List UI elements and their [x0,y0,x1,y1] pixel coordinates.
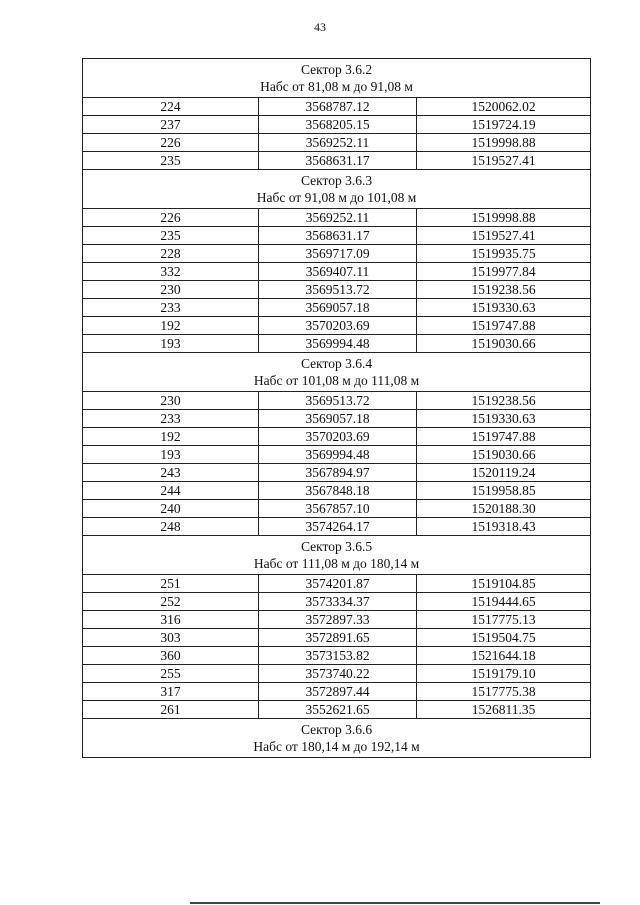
table-row [83,410,591,428]
point-number: 255 [83,665,259,683]
sector-header-row [83,719,591,758]
sector-title: Сектор 3.6.5 [300,539,373,554]
table-row [83,665,591,683]
sector-header [83,353,591,392]
coord-y: 1519527.41 [417,152,591,170]
coord-x: 3574264.17 [259,518,417,536]
coord-x: 3567848.18 [259,482,417,500]
point-number: 235 [83,227,259,245]
sector-height-range: Набс от 81,08 м до 91,08 м [260,79,413,94]
coord-y: 1519238.56 [417,281,591,299]
coord-y: 1519030.66 [417,335,591,353]
table-row [83,209,591,227]
table-row [83,683,591,701]
point-number: 192 [83,317,259,335]
coord-y: 1519958.85 [417,482,591,500]
sector-header [83,170,591,209]
table-row [83,629,591,647]
point-number: 317 [83,683,259,701]
point-number: 360 [83,647,259,665]
coord-x: 3569252.11 [259,209,417,227]
point-number: 233 [83,299,259,317]
coord-x: 3573334.37 [259,593,417,611]
table-row [83,281,591,299]
table-row [83,116,591,134]
coord-x: 3569252.11 [259,134,417,152]
sector-header-row [83,59,591,98]
table-row [83,575,591,593]
table-row [83,98,591,116]
table-row [83,482,591,500]
table-row [83,428,591,446]
table-row [83,134,591,152]
point-number: 248 [83,518,259,536]
sector-header-row [83,170,591,209]
table-row [83,245,591,263]
coord-y: 1519935.75 [417,245,591,263]
sector-header-row [83,536,591,575]
coord-y: 1519179.10 [417,665,591,683]
point-number: 243 [83,464,259,482]
coord-y: 1519238.56 [417,392,591,410]
table-row [83,317,591,335]
table-row [83,392,591,410]
coord-x: 3572891.65 [259,629,417,647]
point-number: 316 [83,611,259,629]
coord-y: 1526811.35 [417,701,591,719]
point-number: 230 [83,392,259,410]
table-row [83,299,591,317]
coord-y: 1519318.43 [417,518,591,536]
sector-height-range: Набс от 111,08 м до 180,14 м [253,556,420,571]
sector-header-row [83,353,591,392]
point-number: 237 [83,116,259,134]
page-bottom-rule [190,902,600,904]
coord-x: 3567857.10 [259,500,417,518]
coord-x: 3568205.15 [259,116,417,134]
coord-x: 3552621.65 [259,701,417,719]
table-row [83,701,591,719]
sector-height-range: Набс от 91,08 м до 101,08 м [256,190,417,205]
point-number: 193 [83,335,259,353]
coord-x: 3569057.18 [259,299,417,317]
table-row [83,227,591,245]
point-number: 192 [83,428,259,446]
coord-x: 3569407.11 [259,263,417,281]
table-row [83,593,591,611]
point-number: 235 [83,152,259,170]
sector-height-range: Набс от 101,08 м до 111,08 м [253,373,420,388]
coord-y: 1519977.84 [417,263,591,281]
sector-title: Сектор 3.6.4 [300,356,373,371]
coord-x: 3568631.17 [259,227,417,245]
coord-y: 1519504.75 [417,629,591,647]
coord-y: 1519527.41 [417,227,591,245]
table-row [83,518,591,536]
coord-x: 3570203.69 [259,428,417,446]
point-number: 233 [83,410,259,428]
point-number: 252 [83,593,259,611]
coord-x: 3569717.09 [259,245,417,263]
table-row [83,263,591,281]
sector-height-range: Набс от 180,14 м до 192,14 м [253,739,420,754]
coord-y: 1520119.24 [417,464,591,482]
table-row [83,152,591,170]
sector-header [83,719,591,758]
coord-y: 1517775.13 [417,611,591,629]
coord-y: 1519998.88 [417,134,591,152]
coord-x: 3574201.87 [259,575,417,593]
point-number: 226 [83,134,259,152]
coord-x: 3569513.72 [259,392,417,410]
coord-y: 1521644.18 [417,647,591,665]
sector-header [83,59,591,98]
point-number: 240 [83,500,259,518]
coord-y: 1519104.85 [417,575,591,593]
point-number: 261 [83,701,259,719]
coord-y: 1519444.65 [417,593,591,611]
coord-y: 1520062.02 [417,98,591,116]
point-number: 193 [83,446,259,464]
coord-x: 3567894.97 [259,464,417,482]
coord-x: 3569057.18 [259,410,417,428]
point-number: 251 [83,575,259,593]
table-row [83,446,591,464]
point-number: 230 [83,281,259,299]
sector-title: Сектор 3.6.3 [300,173,373,188]
point-number: 228 [83,245,259,263]
coord-x: 3569994.48 [259,335,417,353]
coord-y: 1519998.88 [417,209,591,227]
coord-x: 3569994.48 [259,446,417,464]
sector-header [83,536,591,575]
page-number: 43 [314,20,326,34]
coord-x: 3568631.17 [259,152,417,170]
coord-y: 1519747.88 [417,317,591,335]
coord-y: 1520188.30 [417,500,591,518]
coord-x: 3572897.44 [259,683,417,701]
table-row [83,647,591,665]
coord-y: 1519747.88 [417,428,591,446]
coordinates-table [82,58,591,758]
table-row [83,335,591,353]
coord-y: 1519030.66 [417,446,591,464]
coord-y: 1519330.63 [417,410,591,428]
coord-x: 3573740.22 [259,665,417,683]
coord-y: 1519330.63 [417,299,591,317]
point-number: 226 [83,209,259,227]
coord-x: 3573153.82 [259,647,417,665]
coord-y: 1519724.19 [417,116,591,134]
point-number: 332 [83,263,259,281]
table-row [83,500,591,518]
point-number: 244 [83,482,259,500]
table-row [83,611,591,629]
point-number: 303 [83,629,259,647]
table-row [83,464,591,482]
coord-x: 3572897.33 [259,611,417,629]
coord-y: 1517775.38 [417,683,591,701]
coord-x: 3568787.12 [259,98,417,116]
sector-title: Сектор 3.6.6 [300,722,373,737]
coord-x: 3569513.72 [259,281,417,299]
coord-x: 3570203.69 [259,317,417,335]
point-number: 224 [83,98,259,116]
sector-title: Сектор 3.6.2 [300,62,373,77]
